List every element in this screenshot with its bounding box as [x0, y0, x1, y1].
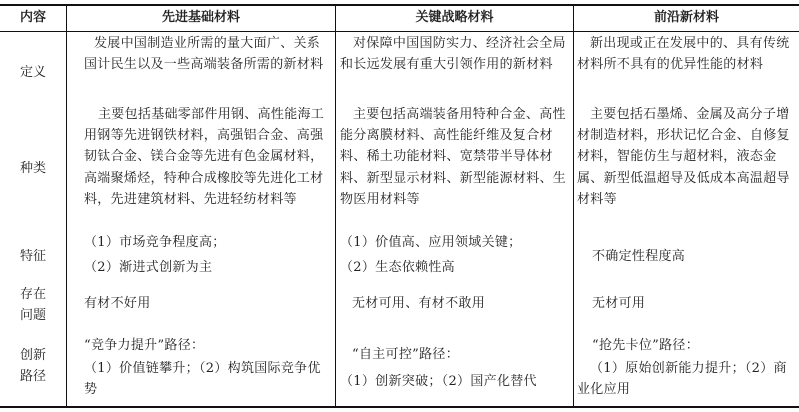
- table-header-rule: [0, 31, 799, 32]
- characteristics-strategic-2: （2）生态依赖性高: [340, 260, 455, 275]
- characteristics-basic-1: （1）市场竞争程度高；: [84, 235, 226, 250]
- path-frontier-detail: （1）原始创新能力提升；（2）商业化应用: [577, 361, 787, 398]
- table-bottom-rule: [0, 406, 799, 408]
- column-divider-1: [66, 5, 67, 407]
- definition-strategic: 对保障中国国防实力、经济社会全局和长远发展有重大引领作用的新材料: [340, 36, 566, 73]
- definition-frontier: 新出现或正在发展中的、具有传统材料所不具有的优异性能的材料: [577, 36, 790, 73]
- path-basic-title: “竞争力提升”路径：: [84, 338, 205, 353]
- problems-strategic: 无材可用、有材不敢用: [352, 296, 486, 311]
- path-strategic-detail: （1）创新突破；（2）国产化替代: [340, 374, 537, 389]
- header-content: 内容: [19, 10, 46, 25]
- row-label-problems: 存在问题: [19, 287, 46, 323]
- header-frontier-materials: 前沿新材料: [653, 10, 719, 25]
- problems-basic: 有材不好用: [84, 296, 151, 311]
- characteristics-strategic-1: （1）价值高、应用领域关键；: [340, 235, 522, 250]
- row-label-innovation-path: 创新路径: [19, 348, 46, 384]
- row-label-types: 种类: [19, 161, 46, 176]
- types-strategic: 主要包括高端装备用特种合金、高性能分离膜材料、高性能纤维及复合材料、稀土功能材料、宽禁带半导体材料、新型显示材料、新型能源材料、生物医用材料等: [340, 107, 567, 207]
- header-strategic-materials: 关键战略材料: [415, 10, 494, 25]
- types-frontier: 主要包括石墨烯、金属及高分子增材制造材料，形状记忆合金、自修复材料，智能仿生与超材料，液态金属、新型低温超导及低成本高温超导材料等: [577, 107, 790, 207]
- column-divider-3: [573, 5, 574, 407]
- characteristics-basic-2: （2）渐进式创新为主: [84, 260, 213, 275]
- row-label-characteristics: 特征: [19, 249, 46, 264]
- column-divider-2: [335, 5, 336, 407]
- problems-frontier: 无材可用: [592, 296, 646, 311]
- types-basic: 主要包括基础零部件用钢、高性能海工用钢等先进钢铁材料，高强铝合金、高强韧钛合金、镁合金等先进有色金属材料，高端聚烯烃，特种合成橡胶等先进化工材料，先进建筑材料、先进轻纺材料等: [84, 107, 325, 207]
- table-top-rule: [0, 4, 799, 6]
- path-frontier-title: “抢先卡位”路径：: [592, 338, 699, 353]
- row-label-definition: 定义: [19, 65, 46, 80]
- path-strategic-title: “自主可控”路径：: [352, 347, 459, 362]
- header-basic-materials: 先进基础材料: [161, 10, 240, 25]
- path-basic-detail: （1）价值链攀升；（2）构筑国际竞争优势: [84, 361, 321, 398]
- definition-basic: 发展中国制造业所需的量大面广、关系国计民生以及一些高端装备所需的新材料: [84, 36, 324, 73]
- characteristics-frontier: 不确定性程度高: [592, 249, 686, 264]
